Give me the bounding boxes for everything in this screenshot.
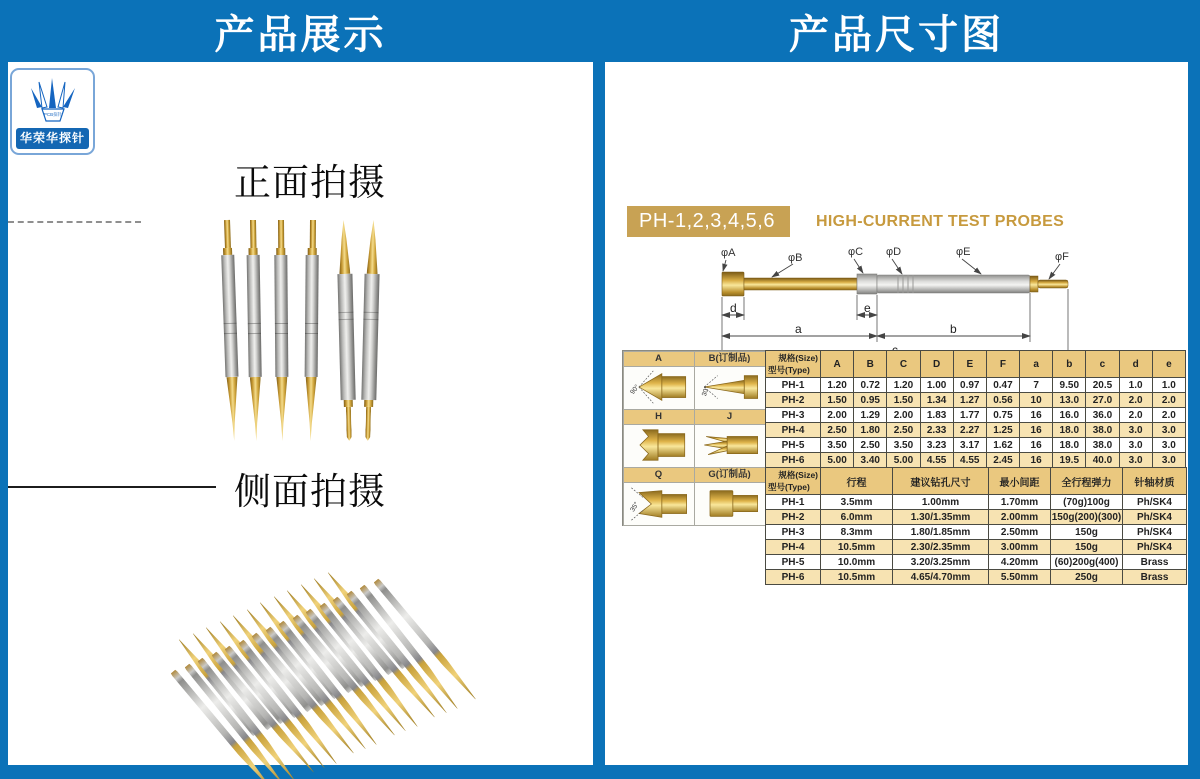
- tip-style-label: B(订制品): [695, 352, 765, 367]
- value-cell: 2.50: [821, 423, 854, 438]
- table-row: [766, 570, 1187, 585]
- dim-label-a: a: [795, 322, 802, 336]
- probe-photo-item: [246, 220, 263, 441]
- row-type-cell: PH-4: [766, 423, 821, 438]
- column-header: b: [1053, 351, 1086, 378]
- tip-style-cell: [694, 409, 766, 468]
- tip-style-cell: [623, 351, 695, 410]
- dia-label-d: φD: [886, 246, 902, 258]
- value-cell: 19.5: [1053, 453, 1086, 468]
- value-cell: 2.45: [986, 453, 1019, 468]
- value-cell: 3.40: [854, 453, 887, 468]
- value-cell: 1.83: [920, 408, 953, 423]
- row-type-cell: PH-3: [766, 525, 821, 540]
- dia-label-a: φA: [721, 247, 736, 259]
- tip-style-cell: [623, 467, 695, 526]
- table-corner-header: 规格(Size) 型号(Type): [766, 351, 821, 378]
- value-cell: 4.55: [953, 453, 986, 468]
- cone-tip-icon: [624, 367, 694, 409]
- right-panel-title: 产品尺寸图: [789, 12, 1004, 57]
- row-type-cell: PH-4: [766, 540, 821, 555]
- value-cell: 5.00: [887, 453, 920, 468]
- row-type-cell: PH-1: [766, 378, 821, 393]
- side-photo: [173, 540, 523, 779]
- tip-style-cell: [694, 351, 766, 410]
- value-cell: 7: [1020, 378, 1053, 393]
- dia-label-c: φC: [848, 246, 864, 258]
- value-cell: 2.33: [920, 423, 953, 438]
- column-header: e: [1152, 351, 1185, 378]
- value-cell: 1.27: [953, 393, 986, 408]
- value-cell: 3.0: [1119, 423, 1152, 438]
- tip-style-cell: [694, 467, 766, 526]
- annotation-line: [8, 486, 216, 488]
- table-row: [766, 408, 1186, 423]
- value-cell: 1.25: [986, 423, 1019, 438]
- value-cell: 5.50mm: [989, 570, 1051, 585]
- value-cell: Brass: [1123, 555, 1187, 570]
- value-cell: 3.0: [1119, 453, 1152, 468]
- value-cell: 2.0: [1119, 408, 1152, 423]
- front-photo-label: 正面拍摄: [234, 162, 386, 203]
- value-cell: 5.00: [821, 453, 854, 468]
- value-cell: 4.65/4.70mm: [893, 570, 989, 585]
- value-cell: 1.00: [920, 378, 953, 393]
- value-cell: 27.0: [1086, 393, 1119, 408]
- value-cell: 1.0: [1152, 378, 1185, 393]
- tip-style-label: H: [624, 410, 694, 425]
- value-cell: 2.50: [854, 438, 887, 453]
- tip-style-grid: [622, 350, 766, 526]
- tip-style-label: J: [695, 410, 765, 425]
- value-cell: 13.0: [1053, 393, 1086, 408]
- value-cell: 0.47: [986, 378, 1019, 393]
- value-cell: Ph/SK4: [1123, 540, 1187, 555]
- column-header: D: [920, 351, 953, 378]
- column-header: c: [1086, 351, 1119, 378]
- table-row: [766, 495, 1187, 510]
- table-row: [766, 438, 1186, 453]
- value-cell: 1.70mm: [989, 495, 1051, 510]
- column-header: E: [953, 351, 986, 378]
- table-corner-header: 规格(Size) 型号(Type): [766, 468, 821, 495]
- probe-photo-item: [304, 220, 319, 441]
- value-cell: 10.5mm: [821, 540, 893, 555]
- table-row: [766, 453, 1186, 468]
- value-cell: 0.75: [986, 408, 1019, 423]
- value-cell: 36.0: [1086, 408, 1119, 423]
- table-row: [766, 555, 1187, 570]
- dashed-annotation-line: [8, 221, 141, 223]
- value-cell: 3.0: [1119, 438, 1152, 453]
- dim-label-b: b: [950, 322, 957, 336]
- value-cell: 3.00mm: [989, 540, 1051, 555]
- model-label: PH-1,2,3,4,5,6: [627, 206, 790, 237]
- table-row: [766, 525, 1187, 540]
- row-type-cell: PH-5: [766, 555, 821, 570]
- tip-style-label: G(订制品): [695, 468, 765, 483]
- value-cell: 20.5: [1086, 378, 1119, 393]
- value-cell: (70g)100g: [1051, 495, 1123, 510]
- value-cell: 1.00mm: [893, 495, 989, 510]
- value-cell: 1.50: [821, 393, 854, 408]
- probe-photo-item: [220, 220, 241, 441]
- value-cell: 1.80: [854, 423, 887, 438]
- value-cell: 3.50: [821, 438, 854, 453]
- flat-tip-icon: [695, 483, 765, 525]
- value-cell: 2.30/2.35mm: [893, 540, 989, 555]
- probe-photo-item: [360, 220, 381, 441]
- spec-table: [765, 467, 1187, 585]
- value-cell: 0.97: [953, 378, 986, 393]
- column-header: 针轴材质: [1123, 468, 1187, 495]
- dia-label-b: φB: [788, 252, 803, 264]
- value-cell: 3.0: [1152, 453, 1185, 468]
- value-cell: 10: [1020, 393, 1053, 408]
- value-cell: 1.77: [953, 408, 986, 423]
- value-cell: 2.0: [1119, 393, 1152, 408]
- value-cell: Ph/SK4: [1123, 525, 1187, 540]
- dia-label-f: φF: [1055, 251, 1069, 263]
- value-cell: 10.0mm: [821, 555, 893, 570]
- svg-text:90°: 90°: [628, 383, 641, 396]
- value-cell: 1.50: [887, 393, 920, 408]
- left-panel-title: 产品展示: [214, 12, 387, 57]
- value-cell: 3.20/3.25mm: [893, 555, 989, 570]
- svg-text:30°: 30°: [700, 384, 711, 397]
- value-cell: 9.50: [1053, 378, 1086, 393]
- value-cell: 0.56: [986, 393, 1019, 408]
- value-cell: 2.50mm: [989, 525, 1051, 540]
- table-row: [766, 423, 1186, 438]
- value-cell: 1.20: [887, 378, 920, 393]
- tip-style-label: Q: [624, 468, 694, 483]
- dim-label-e: e: [864, 301, 871, 315]
- value-cell: 16.0: [1053, 408, 1086, 423]
- side-photo-label: 侧面拍摄: [234, 471, 386, 512]
- column-header: 建议钻孔尺寸: [893, 468, 989, 495]
- value-cell: Ph/SK4: [1123, 495, 1187, 510]
- value-cell: 8.3mm: [821, 525, 893, 540]
- value-cell: 3.5mm: [821, 495, 893, 510]
- value-cell: 6.0mm: [821, 510, 893, 525]
- tip-style-label: A: [624, 352, 694, 367]
- value-cell: 1.20: [821, 378, 854, 393]
- row-type-cell: PH-3: [766, 408, 821, 423]
- value-cell: 3.0: [1152, 438, 1185, 453]
- table-row: [766, 393, 1186, 408]
- value-cell: (60)200g(400): [1051, 555, 1123, 570]
- value-cell: 4.20mm: [989, 555, 1051, 570]
- row-type-cell: PH-1: [766, 495, 821, 510]
- dim-label-d: d: [730, 301, 737, 315]
- value-cell: 1.62: [986, 438, 1019, 453]
- value-cell: 3.50: [887, 438, 920, 453]
- brand-logo-text: 华荣华探针: [16, 128, 89, 149]
- row-type-cell: PH-2: [766, 510, 821, 525]
- value-cell: 38.0: [1086, 438, 1119, 453]
- value-cell: 16: [1020, 408, 1053, 423]
- product-display-panel: [8, 62, 593, 765]
- probe-series-title: HIGH-CURRENT TEST PROBES: [816, 213, 1065, 230]
- value-cell: 10.5mm: [821, 570, 893, 585]
- value-cell: 2.00mm: [989, 510, 1051, 525]
- dia-label-e: φE: [956, 246, 971, 258]
- column-header: 行程: [821, 468, 893, 495]
- column-header: B: [854, 351, 887, 378]
- dimension-panel: [605, 62, 1188, 765]
- row-type-cell: PH-6: [766, 570, 821, 585]
- value-cell: 250g: [1051, 570, 1123, 585]
- brand-logo: [10, 68, 95, 155]
- value-cell: 1.29: [854, 408, 887, 423]
- value-cell: 40.0: [1086, 453, 1119, 468]
- value-cell: Brass: [1123, 570, 1187, 585]
- value-cell: 0.95: [854, 393, 887, 408]
- value-cell: 2.00: [821, 408, 854, 423]
- logo-cup-text: PCB探针: [43, 112, 62, 117]
- probe-photo-item: [274, 220, 289, 441]
- column-header: d: [1119, 351, 1152, 378]
- row-type-cell: PH-6: [766, 453, 821, 468]
- row-type-cell: PH-5: [766, 438, 821, 453]
- value-cell: 2.0: [1152, 393, 1185, 408]
- column-header: 最小间距: [989, 468, 1051, 495]
- value-cell: 4.55: [920, 453, 953, 468]
- value-cell: 16: [1020, 438, 1053, 453]
- value-cell: 2.00: [887, 408, 920, 423]
- value-cell: 1.80/1.85mm: [893, 525, 989, 540]
- value-cell: 0.72: [854, 378, 887, 393]
- brand-logo-icon: [25, 73, 81, 125]
- crown-tip-icon: [624, 425, 694, 467]
- value-cell: 150g: [1051, 525, 1123, 540]
- spikes-tip-icon: [695, 425, 765, 467]
- value-cell: 16: [1020, 423, 1053, 438]
- table-row: [766, 540, 1187, 555]
- value-cell: 38.0: [1086, 423, 1119, 438]
- value-cell: 2.50: [887, 423, 920, 438]
- value-cell: 16: [1020, 453, 1053, 468]
- table-row: [766, 510, 1187, 525]
- value-cell: 18.0: [1053, 438, 1086, 453]
- value-cell: 1.30/1.35mm: [893, 510, 989, 525]
- column-header: 全行程弹力: [1051, 468, 1123, 495]
- value-cell: 2.27: [953, 423, 986, 438]
- value-cell: 3.0: [1152, 423, 1185, 438]
- size-table: [765, 350, 1186, 468]
- column-header: A: [821, 351, 854, 378]
- value-cell: 150g(200)(300): [1051, 511, 1122, 523]
- value-cell: 3.23: [920, 438, 953, 453]
- column-header: a: [1020, 351, 1053, 378]
- needle-tip-icon: [695, 367, 765, 409]
- value-cell: 18.0: [1053, 423, 1086, 438]
- probe-photo-item: [336, 220, 357, 441]
- tip-style-cell: [623, 409, 695, 468]
- row-type-cell: PH-2: [766, 393, 821, 408]
- claw-tip-icon: [624, 483, 694, 525]
- value-cell: 150g: [1051, 540, 1123, 555]
- svg-text:35°: 35°: [628, 500, 641, 513]
- value-cell: 2.0: [1152, 408, 1185, 423]
- table-row: [766, 378, 1186, 393]
- value-cell: 1.34: [920, 393, 953, 408]
- column-header: F: [986, 351, 1019, 378]
- value-cell: 3.17: [953, 438, 986, 453]
- column-header: C: [887, 351, 920, 378]
- value-cell: 1.0: [1119, 378, 1152, 393]
- value-cell: Ph/SK4: [1123, 510, 1187, 525]
